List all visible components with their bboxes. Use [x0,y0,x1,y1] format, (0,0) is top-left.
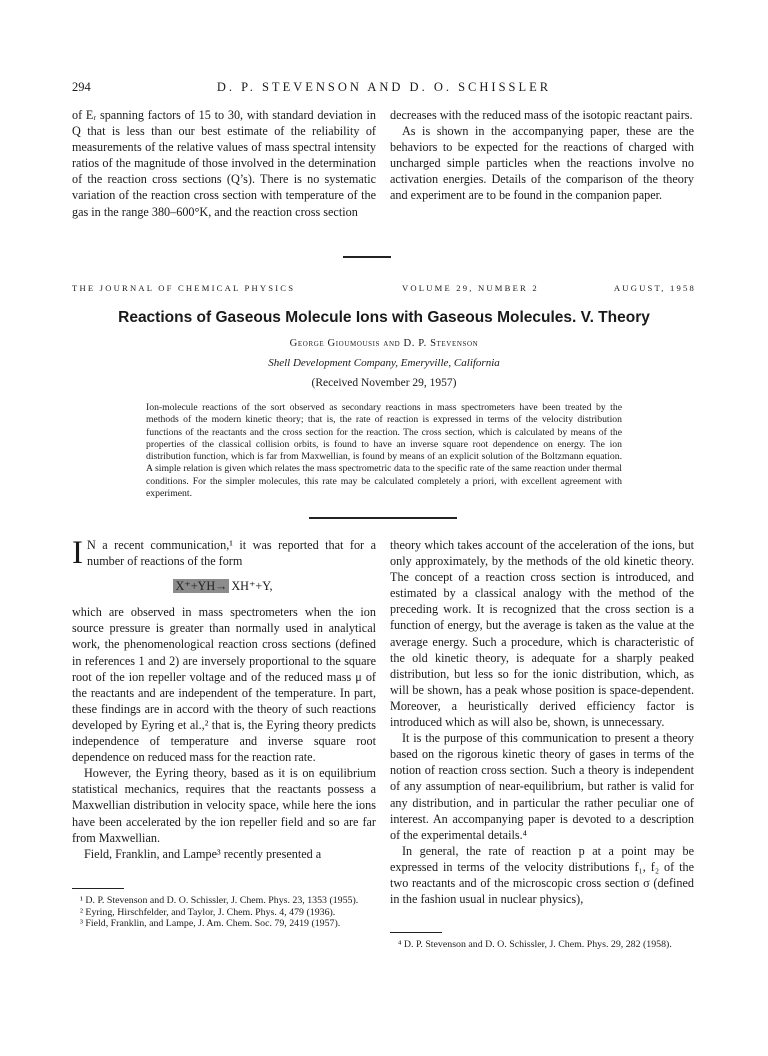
body-right-column [390,537,694,907]
body-left-paragraph-2: which are observed in mass spectrometers when the ion source pressure is greater than normally used in analytical work, the phenomenological reaction cross sections (defined in references 1 and 2) are inversely proportional to the square root of the ion repeller voltage and of the reduced mass μ of the reactants and are independent of the temperature. In part, these findings are in accord with the theory of such reactions developed by Eyring et al.,² that is, the Eyring theory predicts independence of temperature and inverse square root dependence on reduced mass for the reaction rate. [72,605,376,765]
journal-name: THE JOURNAL OF CHEMICAL PHYSICS [72,283,296,293]
intro-text: N a recent communication,¹ it was reported that for a number of reactions of the form [87,538,376,569]
top-right-paragraph-2: As is shown in the accompanying paper, these are the behaviors to be expected for the reactions of charged with uncharged simple particles when the reactions involve no activation energies. Details of the comparison of the theory and experiment are to be found in the companion paper. [390,124,694,203]
footnote-3: ³ Field, Franklin, and Lampe, J. Am. Chem. Soc. 79, 2419 (1957). [80,918,341,930]
body-right-paragraph-3: In general, the rate of reaction p at a point may be expressed in terms of the velocity distributions f₁, f₂ of the two reactants and of the microscopic cross section σ (defined in the fashion usual in nuclear physics), [390,843,694,907]
top-right-column [390,107,694,204]
equation-highlight: X⁺+YH→ [175,579,228,594]
footnote-rule-right [390,932,442,933]
footnote-rule [72,888,124,889]
equation-rest: XH⁺+Y, [231,579,273,594]
footnote-4: ⁴ D. P. Stevenson and D. O. Schissler, J. Chem. Phys. 29, 282 (1958). [398,939,672,950]
journal-date: AUGUST, 1958 [613,283,696,293]
body-left-paragraph-3: However, the Eyring theory, based as it is on equilibrium statistical mechanics, requires that the reactants possess a Maxwellian distribution in velocity space, while here the ions have been accelerated by the ion repeller field and so are far from Maxwellian. [72,766,376,845]
running-head-authors: D. P. STEVENSON AND D. O. SCHISSLER [216,80,552,94]
received-date: (Received November 29, 1957) [311,377,457,389]
footnotes-right [390,932,694,951]
top-left-paragraph: of Eᵣ spanning factors of 15 to 30, with standard deviation in Q that is less than our best estimate of the reliability of measurements of the relative values of mass spectral intensity ratios of the magnitude of those involved in the determination of the reaction cross sections (Q’s). There is no systematic variation of the reaction cross section with temperature of the gas in the range 380–600°K, and the reaction cross section [72,108,376,219]
article-title: Reactions of Gaseous Molecule Ions with Gaseous Molecules. V. Theory [118,309,650,326]
abstract-divider [309,517,457,519]
body-right-paragraph-1: theory which takes account of the acceleration of the ions, but only approximately, by the methods of the old kinetic theory. The concept of a reaction cross section is introduced, and estimated by a classical analogy with the method of the preceding work. It is recognized that the cross section is a function of energy, but the average is taken as the value at the average energy. Such a procedure, which is characteristic of the old kinetic theory, is adequate for a sharply peaked distribution, but less so for the ionic distribution, which, as will be shown, has a peak whose position is space-dependent. Moreover, a heuristically derived efficiency factor is introduced which as will also be, shown, is unnecessary. [390,538,694,730]
page-number: 294 [72,80,91,94]
top-right-paragraph-1: decreases with the reduced mass of the isotopic reactant pairs. [390,108,693,122]
article-affiliation: Shell Development Company, Emeryville, California [268,357,500,369]
intro-paragraph [72,537,376,569]
footnote-1: ¹ D. P. Stevenson and D. O. Schissler, J. Chem. Phys. 23, 1353 (1955). [80,895,359,906]
body-left-paragraph-4: Field, Franklin, and Lampe³ recently presented a [84,846,322,861]
top-left-column [72,107,376,220]
reaction-equation [72,578,376,594]
body-right-paragraph-2: It is the purpose of this communication to present a theory based on the rigorous kinetic theory of gases in terms of the notion of reaction cross section. Such a theory is independent of any assumption of near-equilibrium, but rather is valid for any distribution, and in particular the rather peculiar one of interest. An accompanying paper is devoted to a description of the experimental details.⁴ [390,731,694,842]
drop-cap: I [72,535,83,571]
footnotes-left [72,888,376,930]
abstract: Ion-molecule reactions of the sort observed as secondary reactions in mass spectrometers have been treated by the methods of the modern kinetic theory; that is, the rate of reaction is expressed in terms of the velocity distribution functions of the reactants and the cross section for the reaction. The cross section, which is calculated by means of the properties of the classical collision orbits, is found to have an inverse square root dependence on energy. The ion distribution function, which is far from Maxwellian, is found by means of an explicit solution of the Boltzmann equation. A simple relation is given which relates the mass spectrometric data to the specific rate of the same reaction under thermal conditions. For the simpler molecules, this rate may be calculated completely a priori, with excellent agreement with experiment. [146,402,622,499]
article-authors: George Gioumousis and D. P. Stevenson [289,338,479,349]
journal-volume: VOLUME 29, NUMBER 2 [402,283,539,293]
section-divider [343,256,391,258]
body-left-column [72,537,376,862]
footnote-2: ² Eyring, Hirschfelder, and Taylor, J. Chem. Phys. 4, 479 (1936). [80,906,336,918]
